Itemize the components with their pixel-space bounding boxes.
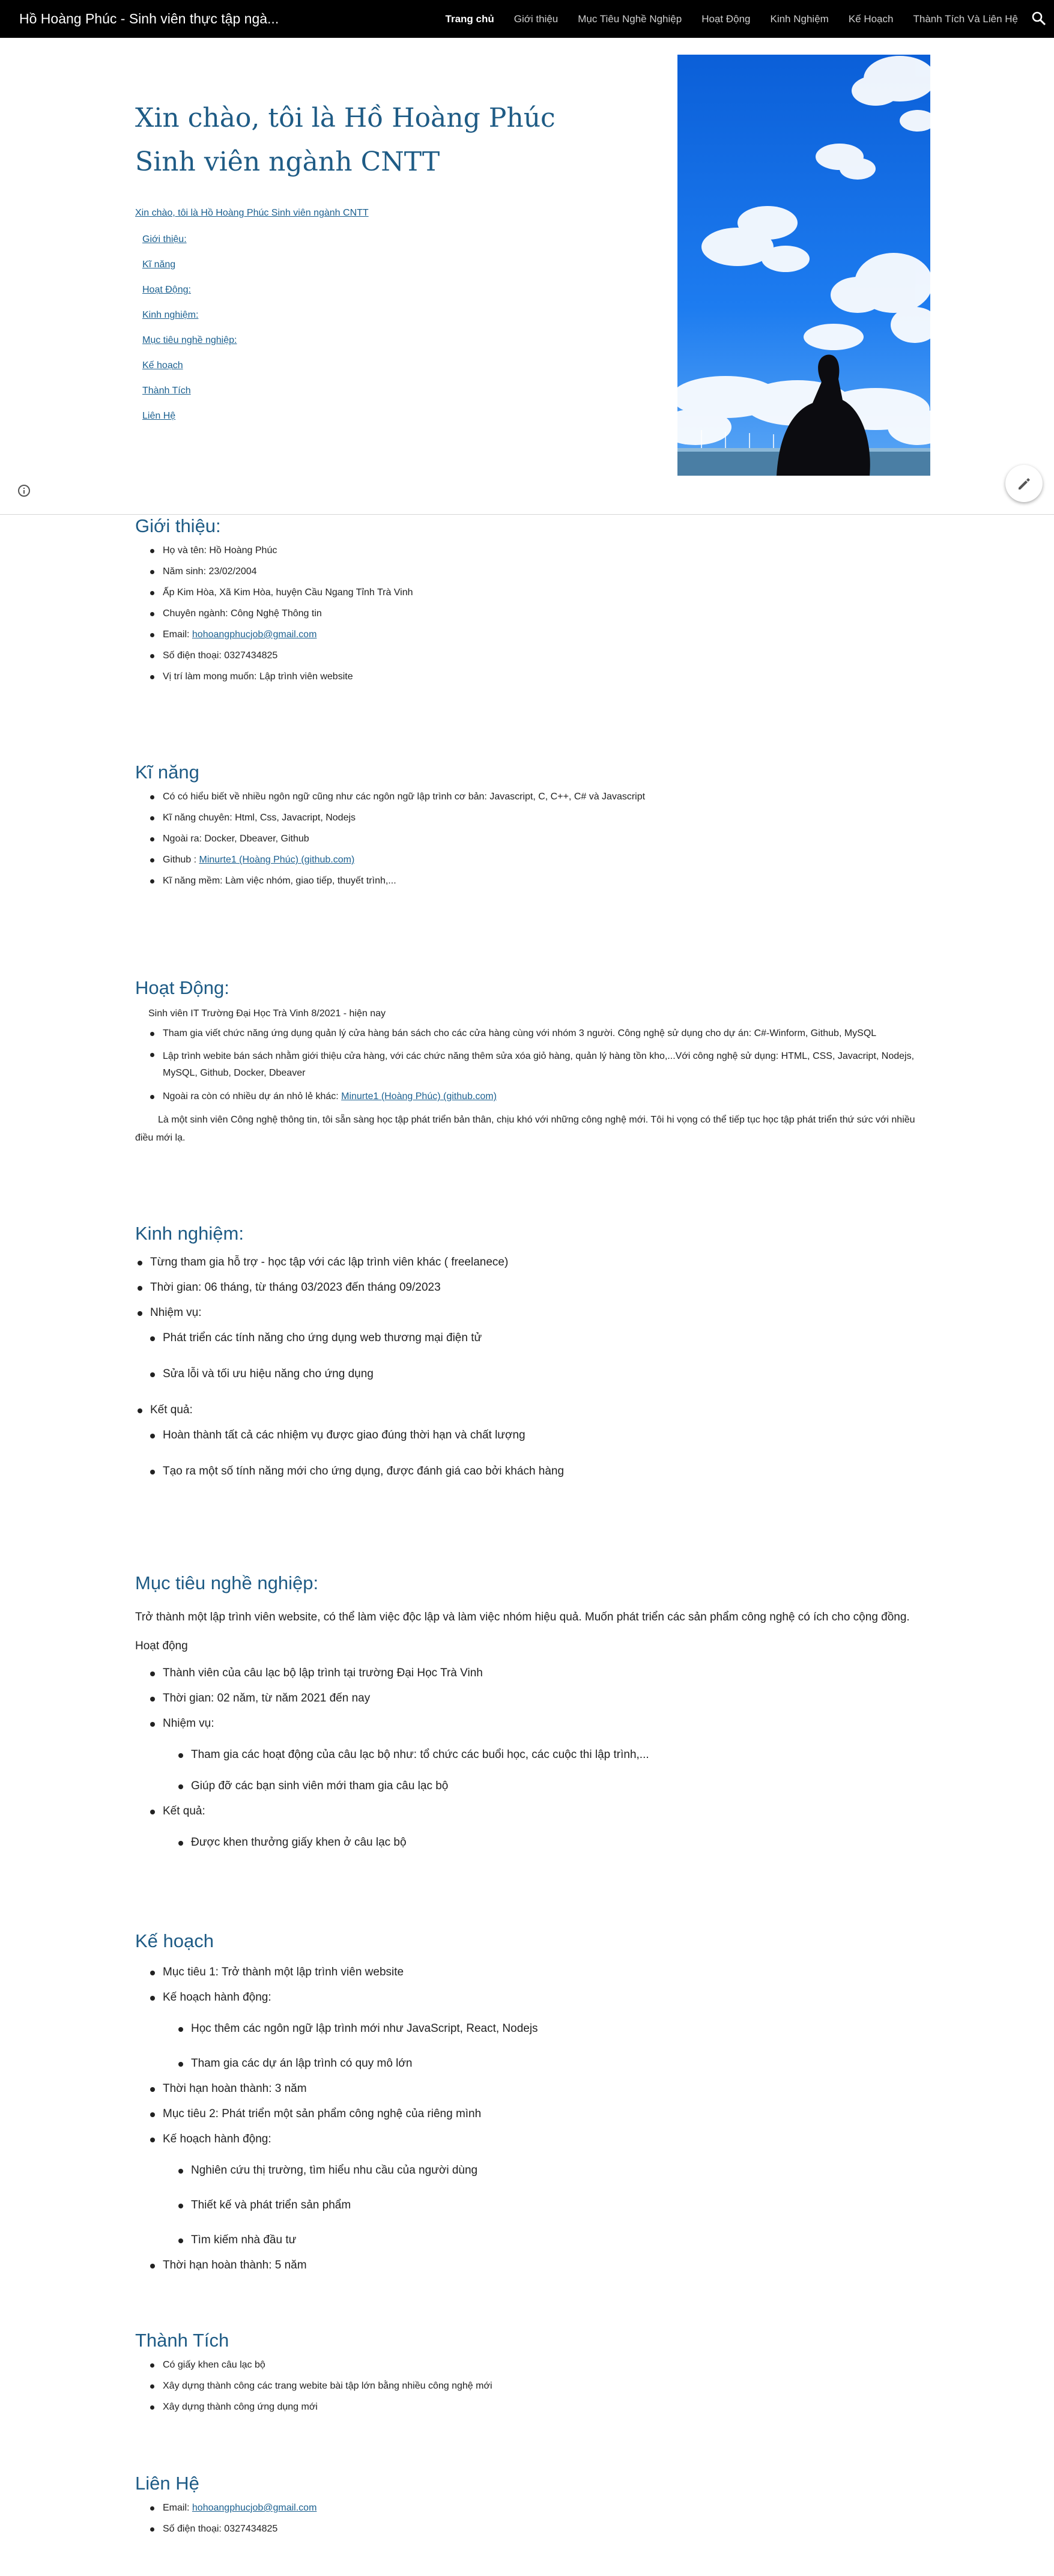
section-experience [135,1222,934,1479]
section-heading-activities: Hoạt Động: [135,977,229,998]
list-item: Kĩ năng mềm: Làm việc nhóm, giao tiếp, thuyết trình,... [135,874,934,887]
list-item: Mục tiêu 1: Trở thành một lập trình viên website [135,1965,934,1980]
section-heading-achievements: Thành Tích [135,2330,229,2351]
toc-link-contact[interactable]: Liên Hệ [142,411,176,421]
email-link[interactable]: hohoangphucjob@gmail.com [192,629,317,640]
list-item: Có giấy khen câu lạc bộ [135,2359,934,2371]
list-item: Ấp Kim Hòa, Xã Kim Hòa, huyện Cầu Ngang Tỉnh Trà Vinh [135,586,934,599]
section-heading-contact: Liên Hệ [135,2473,199,2494]
nav-item-career-goals[interactable]: Mục Tiêu Nghề Nghiệp [578,13,682,25]
nav-item-intro[interactable]: Giới thiệu [513,13,559,25]
section-heading-career-goals: Mục tiêu nghề nghiệp: [135,1572,319,1593]
page-title: Xin chào, tôi là Hồ Hoàng Phúc Sinh viên ngành CNTT [135,103,556,177]
section-heading-skills: Kĩ năng [135,762,199,783]
toc-link-title[interactable]: Xin chào, tôi là Hồ Hoàng Phúc Sinh viên ngành CNTT [135,208,369,218]
activities-paragraph: Là một sinh viên Công nghệ thông tin, tôi sẵn sàng học tập phát triển bản thân, chịu khó với những công nghệ mới. Tôi hi vọng có thể tiếp tục học tập phát triển thứ sức với nhiều điều mới lạ. [135,1115,915,1143]
edit-button[interactable] [1005,465,1043,502]
site-title[interactable]: Hồ Hoàng Phúc - Sinh viên thực tập ngà... [19,11,279,26]
section-achievements [135,2329,934,2422]
top-navigation-bar [0,0,1054,38]
list-item: Giúp đỡ các bạn sinh viên mới tham gia câu lạc bộ [135,1779,934,1793]
nav-item-achievements-contact[interactable]: Thành Tích Và Liên Hệ [913,13,1018,25]
list-item: Thiết kế và phát triển sản phẩm [135,2198,934,2213]
section-heading-plan: Kế hoạch [135,1930,214,1951]
list-item: Kế hoạch hành động: [135,2132,934,2147]
list-item: Xây dựng thành công ứng dụng mới [135,2401,934,2413]
list-item: Nhiệm vụ: [135,1717,934,1731]
toc-link-plan[interactable]: Kế hoạch [142,360,183,371]
career-intro: Trở thành một lập trình viên website, có thể làm việc độc lập và làm việc nhóm hiệu quả. Muốn phát triển các sản phẩm công nghệ có ích cho cộng đồng. [135,1611,910,1623]
pencil-icon [1005,465,1043,502]
list-item: Hoàn thành tất cả các nhiệm vụ được giao đúng thời hạn và chất lượng [135,1428,934,1443]
list-item: Mục tiêu 2: Phát triển một sản phẩm công nghệ của riêng mình [135,2107,934,2121]
list-item: Ngoài ra: Docker, Dbeaver, Github [135,832,934,845]
info-icon[interactable] [17,484,31,497]
list-item: Chuyên ngành: Công Nghệ Thông tin [135,607,934,620]
section-heading-experience: Kinh nghiệm: [135,1223,244,1244]
list-item: Thành viên của câu lạc bộ lập trình tại trường Đại Học Trà Vinh [135,1666,934,1680]
section-activities [135,976,934,1147]
toc-link-career-goals[interactable]: Mục tiêu nghề nghiệp: [142,335,237,345]
section-heading-intro: Giới thiệu: [135,515,221,536]
list-item: Tham gia các hoạt động của câu lạc bộ như: tổ chức các buổi học, các cuộc thi lập trình,... [135,1748,934,1762]
list-item: Họ và tên: Hồ Hoàng Phúc [135,544,934,557]
nav-menu [426,0,1018,38]
list-item: Nghiên cứu thị trường, tìm hiểu nhu cầu của người dùng [135,2163,934,2178]
nav-item-activities[interactable]: Hoạt Động [701,13,751,25]
list-item: Kết quả: [135,1804,934,1819]
list-item: Số điện thoại: 0327434825 [135,649,934,662]
list-item: Kĩ năng chuyên: Html, Css, Javacript, Nodejs [135,811,934,824]
list-item: Tạo ra một số tính năng mới cho ứng dụng, được đánh giá cao bởi khách hàng [135,1464,934,1479]
toc-link-skills[interactable]: Kĩ năng [142,259,176,270]
list-item: Thời hạn hoàn thành: 3 năm [135,2082,934,2096]
list-item: Ngoài ra còn có nhiều dự án nhỏ lẻ khác: Minurte1 (Hoàng Phúc) (github.com) [135,1090,934,1103]
list-item: Vị trí làm mong muốn: Lập trình viên website [135,670,934,683]
list-item: Lập trình webite bán sách nhằm giới thiệu cửa hàng, với các chức năng thêm sửa xóa giỏ hàng, quản lý hàng tồn kho,...Với công nghệ sử dụng: HTML, CSS, Javacript, Nodejs, MySQL, Github, Docker, Dbeaver [135,1048,934,1082]
school-line: Sinh viên IT Trường Đại Học Trà Vinh 8/2021 - hiện nay [148,1008,386,1019]
section-plan [135,1929,934,2273]
list-item: Github : Minurte1 (Hoàng Phúc) (github.com) [135,853,934,866]
list-item: Năm sinh: 23/02/2004 [135,565,934,578]
list-item: Thời gian: 02 năm, từ năm 2021 đến nay [135,1691,934,1706]
toc-link-achievements[interactable]: Thành Tích [142,386,191,396]
section-intro [135,514,934,691]
search-icon[interactable] [1030,10,1048,28]
list-item: Được khen thưởng giấy khen ở câu lạc bộ [135,1835,934,1850]
list-item: Từng tham gia hỗ trợ - học tập với các lập trình viên khác ( freelanece) [135,1255,934,1270]
table-of-contents [135,208,369,436]
list-item: Email: hohoangphucjob@gmail.com [135,2502,934,2514]
profile-photo [677,55,930,476]
nav-item-experience[interactable]: Kinh Nghiệm [770,13,829,25]
list-item: Nhiệm vụ: [135,1306,934,1320]
section-career-goals [135,1571,934,1850]
list-item: Có có hiểu biết về nhiều ngôn ngữ cũng như các ngôn ngữ lập trình cơ bản: Javascript, C, C++, C# và Javascript [135,790,934,803]
list-item: Tham gia các dự án lập trình có quy mô lớn [135,2056,934,2071]
section-contact [135,2471,934,2544]
list-item: Thời gian: 06 tháng, từ tháng 03/2023 đến tháng 09/2023 [135,1280,934,1295]
toc-link-experience[interactable]: Kinh nghiệm: [142,310,199,320]
toc-link-activities[interactable]: Hoạt Động: [142,285,191,295]
list-item: Kế hoạch hành động: [135,1990,934,2005]
list-item: Phát triển các tính năng cho ứng dụng web thương mại điện tử [135,1331,934,1345]
list-item: Sửa lỗi và tối ưu hiệu năng cho ứng dụng [135,1367,934,1381]
list-item: Số điện thoại: 0327434825 [135,2523,934,2535]
toc-link-intro[interactable]: Giới thiệu: [142,234,187,244]
list-item: Kết quả: [135,1403,934,1417]
list-item: Thời hạn hoàn thành: 5 năm [135,2258,934,2273]
list-item: Xây dựng thành công các trang webite bài tập lớn bằng nhiều công nghệ mới [135,2380,934,2392]
nav-item-home[interactable]: Trang chủ [445,13,494,25]
github-link[interactable]: Minurte1 (Hoàng Phúc) (github.com) [341,1091,497,1102]
github-link[interactable]: Minurte1 (Hoàng Phúc) (github.com) [199,855,355,865]
list-item: Email: hohoangphucjob@gmail.com [135,628,934,641]
email-link[interactable]: hohoangphucjob@gmail.com [192,2503,317,2513]
list-item: Tìm kiếm nhà đầu tư [135,2233,934,2247]
list-item: Học thêm các ngôn ngữ lập trình mới như JavaScript, React, Nodejs [135,2022,934,2036]
section-skills [135,760,934,896]
list-item: Tham gia viết chức năng ứng dụng quản lý cửa hàng bán sách cho các cửa hàng cùng với nhóm 3 người. Công nghệ sử dụng cho dự án: C#-Winform, Github, MySQL [135,1027,934,1040]
career-subheading: Hoạt động [135,1640,188,1652]
nav-item-plan[interactable]: Kế Hoạch [848,13,894,25]
